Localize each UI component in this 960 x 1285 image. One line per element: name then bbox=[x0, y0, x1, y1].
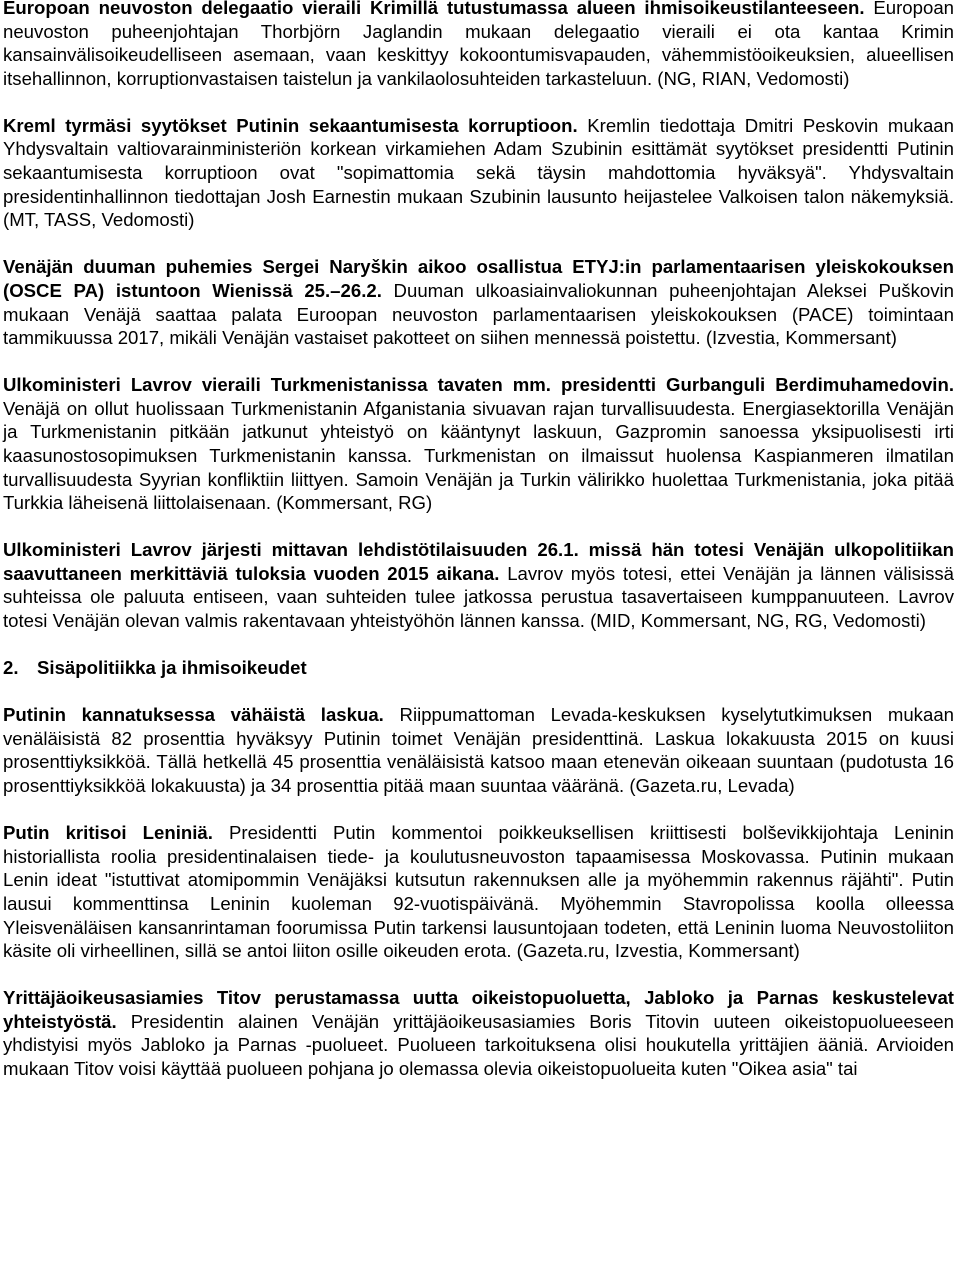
section-number: 2. bbox=[3, 657, 19, 679]
news-item-titov-party bbox=[3, 986, 954, 1080]
news-headline: Ulkoministeri Lavrov vieraili Turkmenistanissa tavaten mm. presidentti Gurbanguli Berdimuhamedovin. bbox=[3, 374, 954, 396]
news-body: Presidentti Putin kommentoi poikkeuksellisen kriittisesti bolševikkijohtaja Leninin historiallista roolia presidentinalaisen tiede- ja koulutusneuvoston tapaamisessa Moskovassa. Putinin mukaan Lenin ideat "istuttivat atomipommin Venäjäksi kutsutun rakennuksen alle ja myöhemmin rakennus räjähti". Putin lausui kommenttinsa Leninin kuoleman 92-vuotispäivänä. Myöhemmin Stavropolissa koolla olleessa Yleisvenäläisen kansanrintaman foorumissa Putin tarkensi lausuntojaan todeten, että Leninin luoma Neuvostoliiton käsite oli virheellinen, sillä se antoi liiton osille oikeuden erota. (Gazeta.ru, Izvestia, Kommersant) bbox=[3, 822, 954, 962]
section-title: Sisäpolitiikka ja ihmisoikeudet bbox=[37, 657, 307, 679]
news-item-lavrov-turkmenistan bbox=[3, 373, 954, 515]
news-headline: Putin kritisoi Leniniä. bbox=[3, 822, 213, 844]
news-item-lavrov-press-conference bbox=[3, 538, 954, 632]
news-item-putin-lenin bbox=[3, 821, 954, 963]
news-headline: Europoan neuvoston delegaatio vieraili Krimillä tutustumassa alueen ihmisoikeustilanteeseen. bbox=[3, 0, 865, 18]
news-headline: Ulkoministeri Lavrov järjesti mittavan lehdistötilaisuuden 26.1. missä hän totesi Venäjän ulkopolitiikan saavuttaneen merkittäviä tuloksia vuoden 2015 aikana. bbox=[3, 539, 954, 584]
news-body: Presidentin alainen Venäjän yrittäjäoikeusasiamies Boris Titovin uuteen oikeistopuolueeseen yhdistyisi myös Jabloko ja Parnas -puolueet. Puolueen tarkoituksena olisi houkutella yrittäjien ääniä. Arvioiden mukaan Titov voisi käyttää puolueen pohjana jo olemassa olevia oikeistopuolueita kuten "Oikea asia" tai bbox=[3, 1010, 954, 1079]
news-headline: Yrittäjäoikeusasiamies Titov perustamassa uutta oikeistopuoluetta, Jabloko ja Parnas keskustelevat yhteistyöstä. bbox=[3, 987, 954, 1032]
news-item-kremlin-corruption bbox=[3, 114, 954, 232]
news-body: Europoan neuvoston puheenjohtajan Thorbjörn Jaglandin mukaan delegaatio vieraili ei ota kantaa Krimin kansainvälisoikeudelliseen asemaan, vaan keskittyy kokoontumisvapauden, vähemmistöoikeuksien, alueellisen itsehallinnon, korruptionvastaisen taistelun ja vankilaolosuhteiden tarkasteluun. (NG, RIAN, Vedomosti) bbox=[3, 0, 954, 89]
news-body: Kremlin tiedottaja Dmitri Peskovin mukaan Yhdysvaltain valtiovarainministeriön korkean virkamiehen Adam Szubinin esittämät syytökset presidentti Putinin sekaantumisesta korruptioon ovat "sopimattomia sekä täysin mahdottomia hyväksyä". Yhdysvaltain presidentinhallinnon tiedottajan Josh Earnestin mukaan Szubinin lausunto heijastelee Valkoisen talon näkemyksiä. (MT, TASS, Vedomosti) bbox=[3, 114, 954, 231]
news-body: Venäjä on ollut huolissaan Turkmenistanin Afganistania sivuavan rajan turvallisuudesta. Energiasektorilla Venäjän ja Turkmenistanin pitkään jatkunut yhteistyö on kääntynyt laskuun, Gazpromin sanoessa yksipuolisesti irti kaasunostosopimuksen Turkmenistanin kanssa. Turkmenistan on ilmaissut huolensa Kaspianmeren ilmatilan turvallisuudesta Syyrian konfliktiin liittyen. Samoin Venäjän ja Turkin välirikko huolettaa Turkmenistania, joka pitää Turkkia läheisenä liittolaisenaan. (Kommersant, RG) bbox=[3, 397, 954, 514]
news-headline: Kreml tyrmäsi syytökset Putinin sekaantumisesta korruptioon. bbox=[3, 114, 578, 136]
news-headline: Venäjän duuman puhemies Sergei Naryškin aikoo osallistua ETYJ:in parlamentaarisen yleiskokouksen (OSCE PA) istuntoon Wienissä 25.–26.2. bbox=[3, 256, 954, 301]
news-item-delegation-crimea bbox=[3, 0, 954, 90]
news-body: Riippumattoman Levada-keskuksen kyselytutkimuksen mukaan venäläisistä 82 prosenttia hyväksyy Putinin toimet Venäjän presidenttinä. Laskua lokakuusta 2015 on kuusi prosenttiyksikköä. Tällä hetkellä 45 prosenttia venäläisistä katsoo maan etenevän oikeaan suuntaan (pudotusta 16 prosenttiyksikköä lokakuusta) ja 34 prosenttia pitää maan suuntaa vääränä. (Gazeta.ru, Levada) bbox=[3, 704, 954, 797]
news-body: Lavrov myös totesi, ettei Venäjän ja lännen välisissä suhteissa ole paluuta entiseen, vaan suhteiden tulee jatkossa perustua tasavertaiseen kumppanuuteen. Lavrov totesi Venäjän olevan valmis rakentavaan yhteistyöhön lännen kanssa. (MID, Kommersant, NG, RG, Vedomosti) bbox=[3, 562, 955, 632]
section-heading bbox=[3, 656, 954, 680]
news-item-naryshkin-osce bbox=[3, 255, 954, 349]
news-item-putin-approval bbox=[3, 703, 954, 797]
news-headline: Putinin kannatuksessa vähäistä laskua. bbox=[3, 704, 384, 726]
news-body: Duuman ulkoasiainvaliokunnan puheenjohtajan Aleksei Puškovin mukaan Venäjä saattaa palata Euroopan neuvoston parlamentaarisen yleiskokouksen (PACE) toimintaan tammikuussa 2017, mikäli Venäjän vastaiset pakotteet on siihen mennessä poistettu. (Izvestia, Kommersant) bbox=[3, 279, 954, 349]
